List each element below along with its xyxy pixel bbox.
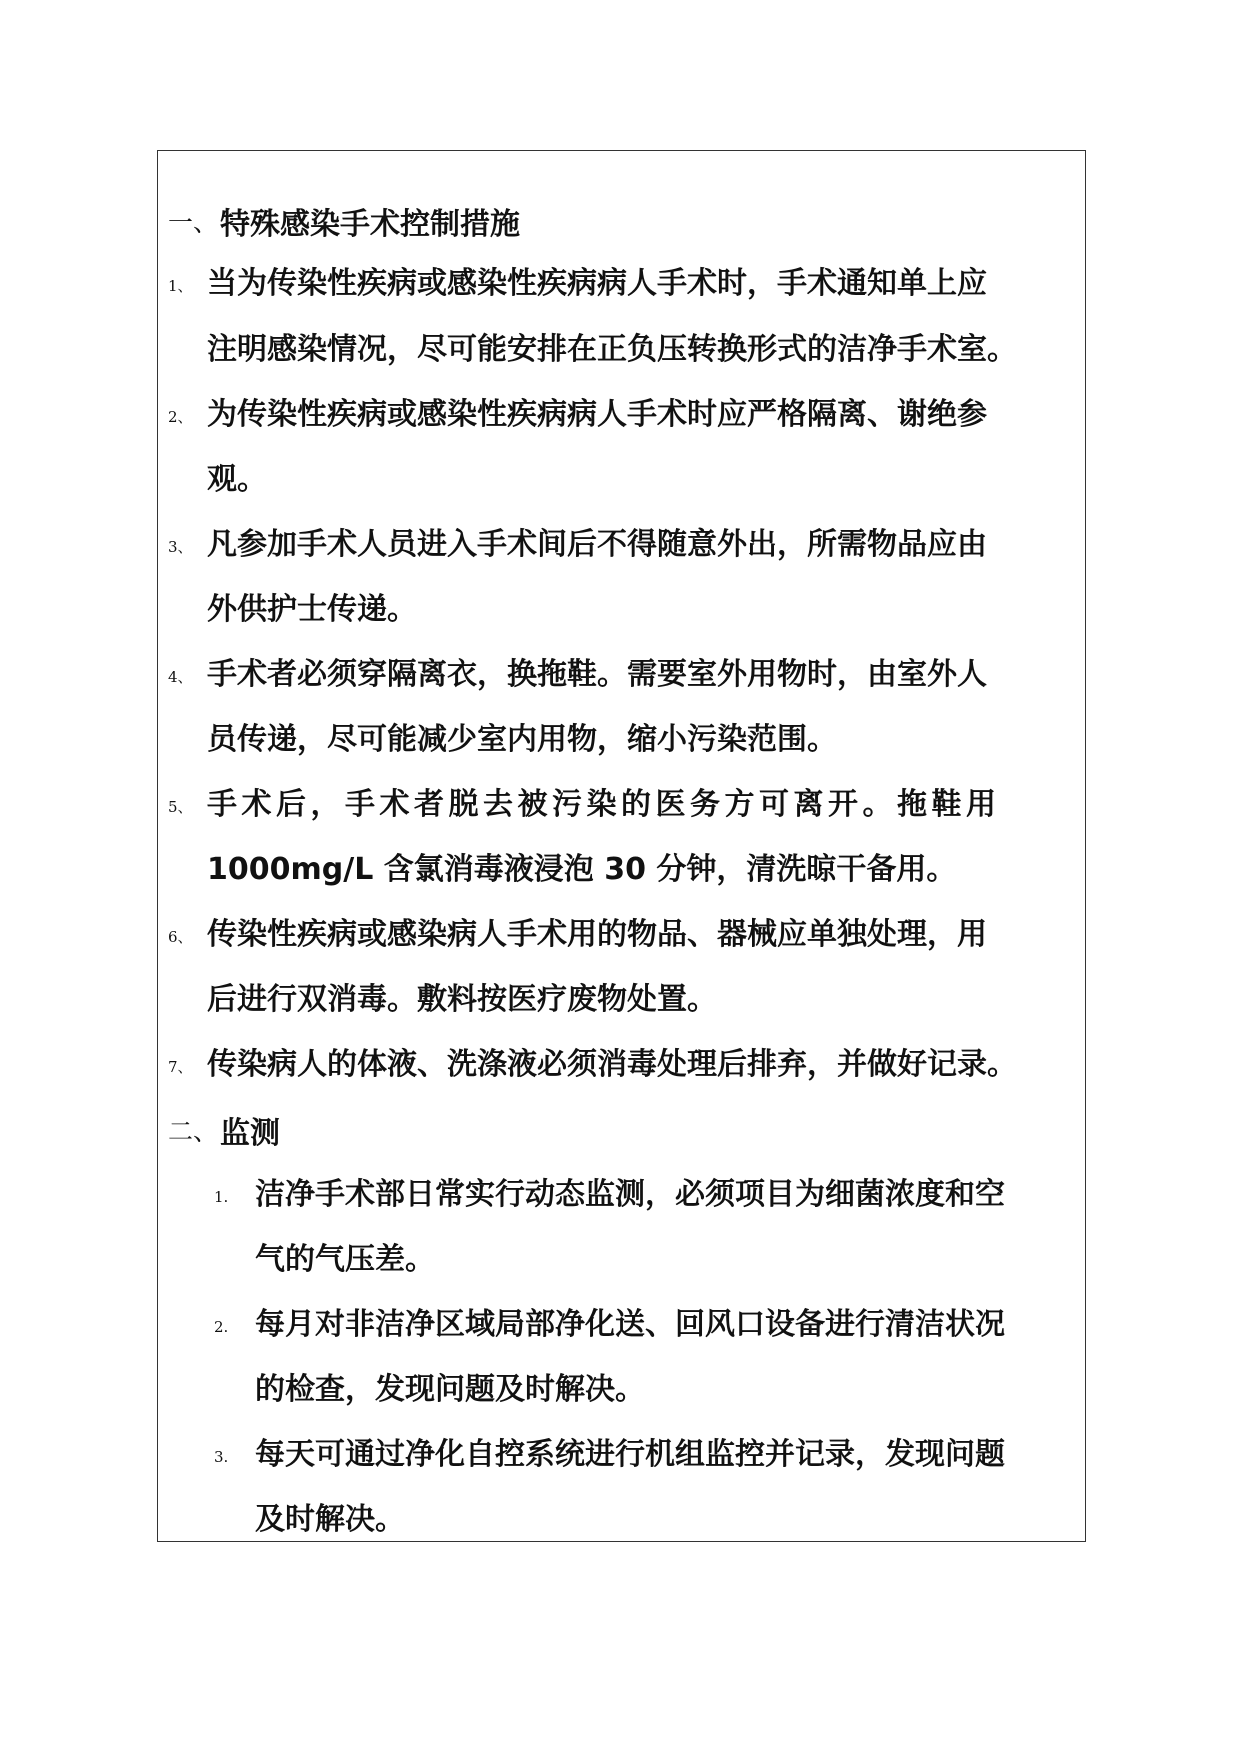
item-text-line: 及时解决。: [255, 1502, 405, 1537]
item-number: 3.: [214, 1448, 229, 1466]
item-text-line: 每天可通过净化自控系统进行机组监控并记录，发现问题: [255, 1437, 1005, 1472]
item-number: 4、: [168, 668, 193, 686]
item-text-line: 传染性疾病或感染病人手术用的物品、器械应单独处理，用: [207, 917, 987, 952]
item-text-line: 当为传染性疾病或感染性疾病病人手术时，手术通知单上应: [207, 266, 987, 301]
item-text-line: 观。: [207, 462, 267, 497]
item-number: 7、: [168, 1058, 193, 1076]
item-number: 1、: [168, 277, 193, 295]
item-number: 5、: [168, 798, 193, 816]
item-text-line: 洁净手术部日常实行动态监测，必须项目为细菌浓度和空: [255, 1177, 1005, 1212]
item-text-line: 员传递，尽可能减少室内用物，缩小污染范围。: [207, 722, 837, 757]
item-number: 2、: [168, 408, 193, 426]
item-text-line: 气的气压差。: [255, 1242, 435, 1277]
item-text-line: 凡参加手术人员进入手术间后不得随意外出，所需物品应由: [207, 527, 987, 562]
item-text-line: 为传染性疾病或感染性疾病病人手术时应严格隔离、谢绝参: [207, 397, 987, 432]
item-text-line: 手术者必须穿隔离衣，换拖鞋。需要室外用物时，由室外人: [207, 657, 987, 692]
section-1-title: 特殊感染手术控制措施: [220, 207, 521, 242]
section-2-title: 监测: [220, 1116, 281, 1151]
item-text-line: 注明感染情况，尽可能安排在正负压转换形式的洁净手术室。: [207, 332, 1017, 367]
section-1-heading: [168, 201, 520, 241]
item-number: 3、: [168, 538, 193, 556]
item-number: 2.: [214, 1318, 229, 1336]
item-number: 6、: [168, 928, 193, 946]
item-text-line: 手术后，手术者脱去被污染的医务方可离开。拖鞋用: [207, 787, 1001, 822]
section-2-number: 二、: [168, 1117, 219, 1146]
item-text-line: 1000mg/L 含氯消毒液浸泡 30 分钟，清洗晾干备用。: [207, 852, 957, 887]
item-text-line: 后进行双消毒。敷料按医疗废物处置。: [207, 982, 717, 1017]
item-text-line: 传染病人的体液、洗涤液必须消毒处理后排弃，并做好记录。: [207, 1047, 1017, 1082]
item-number: 1.: [214, 1188, 229, 1206]
item-text-line: 的检查，发现问题及时解决。: [255, 1372, 645, 1407]
item-text-line: 外供护士传递。: [207, 592, 417, 627]
section-2-heading: [168, 1110, 280, 1150]
section-1-number: 一、: [168, 208, 219, 237]
item-text-line: 每月对非洁净区域局部净化送、回风口设备进行清洁状况: [255, 1307, 1005, 1342]
